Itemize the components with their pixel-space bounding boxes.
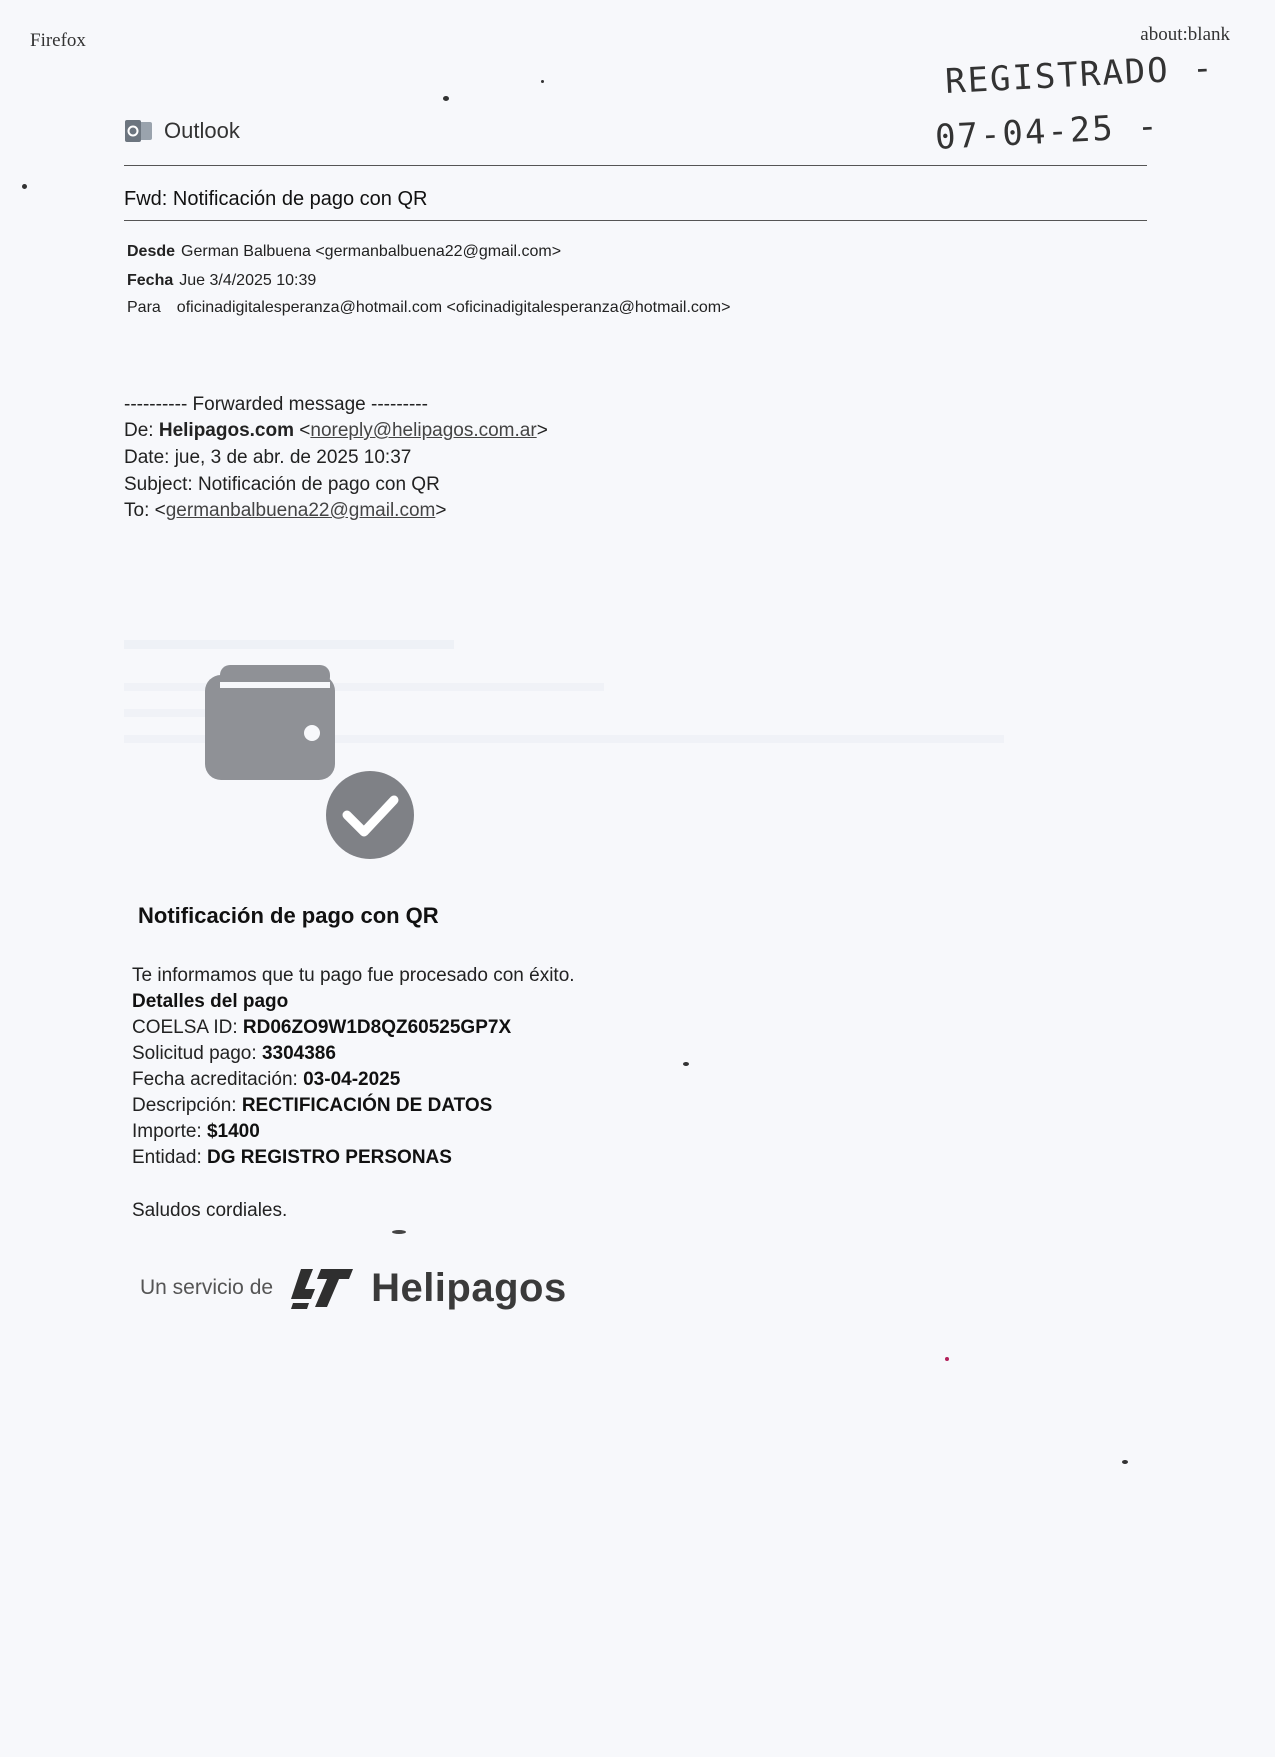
forwarded-to: To: <germanbalbuena22@gmail.com>: [124, 500, 447, 521]
forwarded-subject-label: Subject:: [124, 474, 193, 495]
coelsa-id-value: RD06ZO9W1D8QZ60525GP7X: [242, 1017, 512, 1038]
forwarded-from-name: Helipagos.com: [158, 420, 295, 441]
date-value: Jue 3/4/2025 10:39: [179, 272, 317, 289]
forwarded-from-email-link[interactable]: noreply@helipagos.com.ar: [310, 420, 537, 441]
importe-value: $1400: [206, 1121, 260, 1142]
forwarded-date: [124, 447, 411, 469]
divider: [124, 165, 1147, 166]
forwarded-to-label: To:: [124, 500, 150, 521]
handwritten-registered-note: REGISTRADO -: [944, 47, 1216, 103]
forwarded-from-label: De:: [124, 420, 154, 441]
forwarded-date-label: Date:: [124, 447, 170, 468]
email-from-row: [127, 243, 561, 261]
descripcion-row: [132, 1095, 492, 1117]
to-label: Para: [127, 299, 161, 316]
scan-speck: [945, 1357, 949, 1361]
notification-info: Te informamos que tu pago fue procesado con éxito.: [132, 965, 575, 986]
outlook-header: [124, 118, 240, 144]
from-label: Desde: [127, 243, 176, 260]
email-subject: Fwd: Notificación de pago con QR: [124, 188, 428, 210]
entidad-row: [132, 1147, 452, 1169]
scan-speck: [541, 80, 544, 83]
solicitud-row: [132, 1043, 336, 1065]
service-prefix: Un servicio de: [140, 1276, 274, 1299]
scan-speck: [683, 1062, 689, 1066]
entidad-label: Entidad:: [132, 1147, 202, 1168]
outlook-icon: [124, 119, 154, 143]
descripcion-value: RECTIFICACIÓN DE DATOS: [241, 1095, 493, 1116]
payment-details-heading: Detalles del pago: [132, 991, 289, 1012]
helipagos-brand: Helipagos: [371, 1265, 567, 1310]
email-date-row: [127, 272, 316, 290]
divider: [124, 220, 1147, 221]
forwarded-marker: ---------- Forwarded message ---------: [124, 394, 428, 415]
coelsa-id-row: [132, 1017, 511, 1039]
entidad-value: DG REGISTRO PERSONAS: [207, 1147, 452, 1168]
from-value: German Balbuena <germanbalbuena22@gmail.com>: [181, 243, 562, 260]
descripcion-label: Descripción:: [132, 1095, 237, 1116]
notification-title: Notificación de pago con QR: [138, 903, 439, 928]
date-label: Fecha: [127, 272, 174, 289]
helipagos-logo-icon: [287, 1265, 357, 1311]
scan-speck: [443, 96, 449, 101]
forwarded-to-email-link[interactable]: germanbalbuena22@gmail.com: [165, 500, 436, 521]
browser-name: Firefox: [30, 30, 86, 51]
to-value: oficinadigitalesperanza@hotmail.com <oficinadigitalesperanza@hotmail.com>: [176, 299, 731, 316]
fecha-acreditacion-label: Fecha acreditación:: [132, 1069, 298, 1090]
scan-speck: [1122, 1460, 1128, 1464]
importe-row: [132, 1121, 260, 1143]
coelsa-id-label: COELSA ID:: [132, 1017, 238, 1038]
email-to-row: [127, 299, 730, 317]
fecha-acreditacion-row: [132, 1069, 400, 1091]
browser-url: about:blank: [1140, 24, 1230, 45]
forwarded-from: De: Helipagos.com <noreply@helipagos.com.ar>: [124, 420, 548, 441]
payment-success-graphic: [200, 660, 425, 860]
solicitud-value: 3304386: [261, 1043, 336, 1064]
handwritten-date-note: 07-04-25 -: [934, 106, 1161, 158]
closing-text: Saludos cordiales.: [132, 1200, 288, 1221]
service-footer: [140, 1265, 567, 1311]
check-circle-icon: [321, 766, 419, 860]
forwarded-subject: [124, 474, 440, 496]
fecha-acreditacion-value: 03-04-2025: [303, 1069, 401, 1090]
scan-speck: [22, 184, 27, 189]
forwarded-date-value: jue, 3 de abr. de 2025 10:37: [174, 447, 412, 468]
importe-label: Importe:: [132, 1121, 202, 1142]
solicitud-label: Solicitud pago:: [132, 1043, 257, 1064]
forwarded-subject-value: Notificación de pago con QR: [197, 474, 440, 495]
app-title: Outlook: [164, 118, 240, 143]
wallet-icon: [205, 665, 335, 780]
scan-speck: [392, 1230, 406, 1234]
